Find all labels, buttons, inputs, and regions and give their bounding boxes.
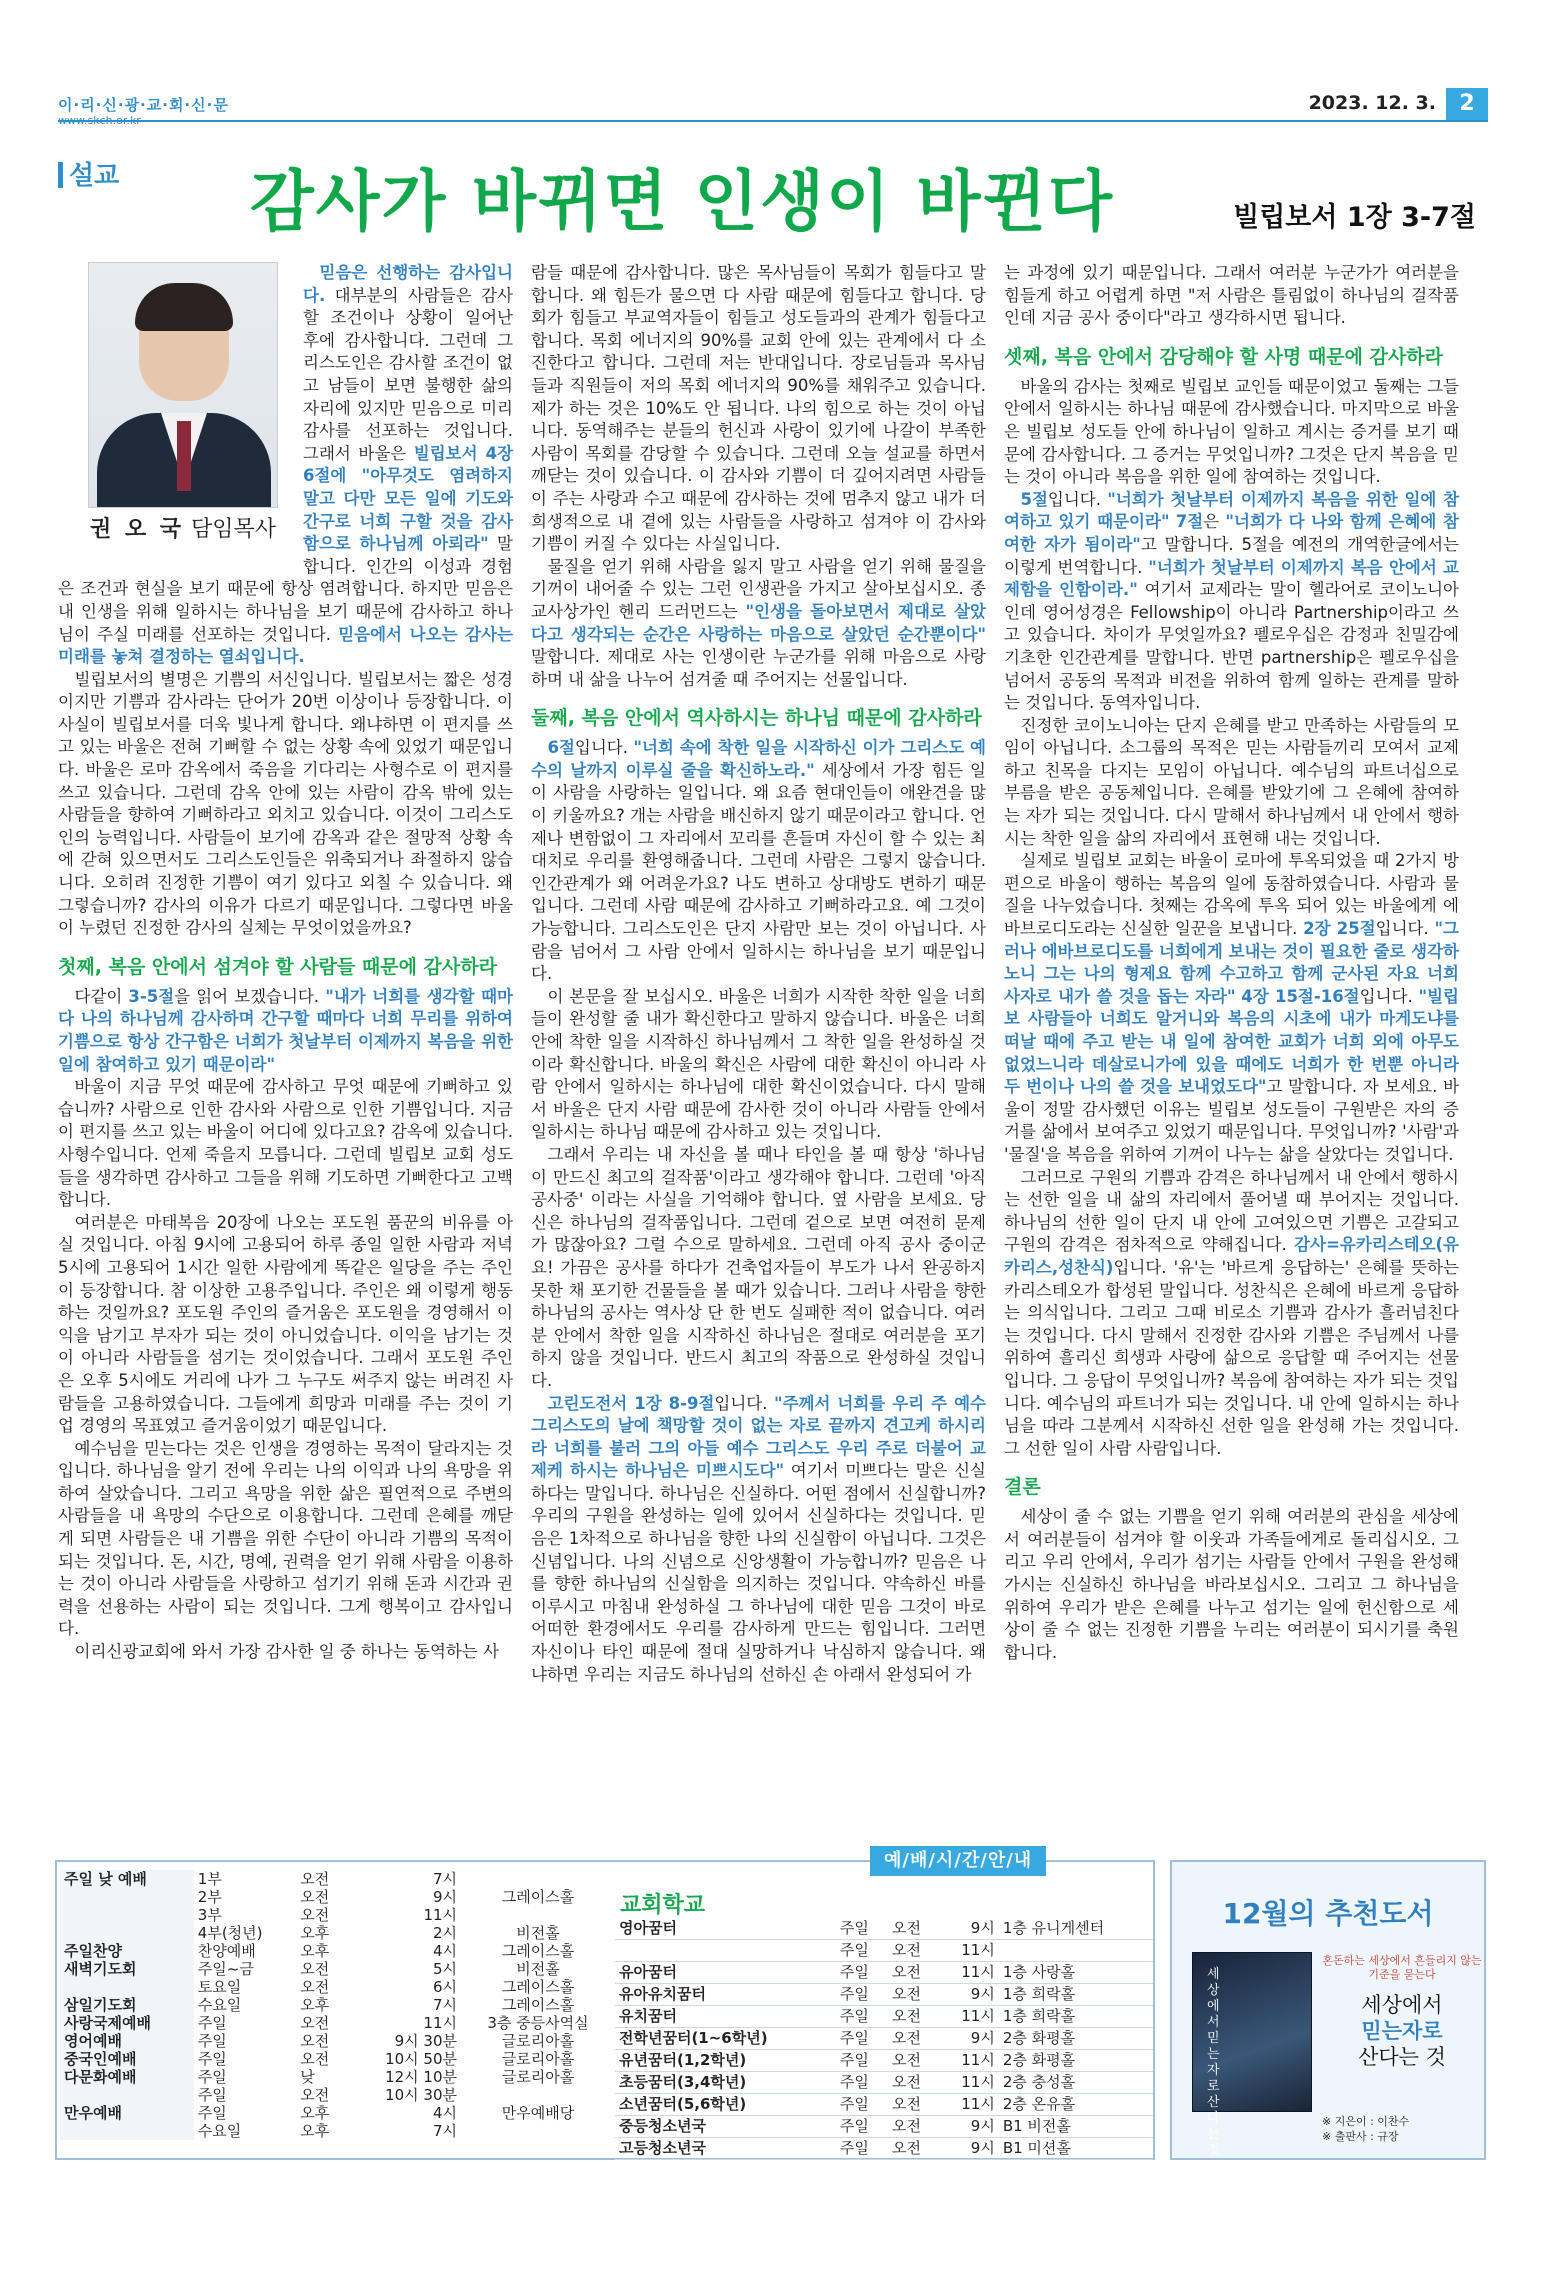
schedule-time: 12시 10분 [385, 2068, 458, 2086]
section-label-text: 설교 [69, 161, 120, 191]
paragraph [1004, 489, 1459, 715]
schedule-ampm: 오전 [300, 1978, 330, 1996]
book-title-line: 세상에서 [1361, 1993, 1443, 2017]
schedule-category [60, 1888, 194, 1906]
body-text: 입니다. [574, 738, 634, 758]
schedule-category: 주일 낮 예배 [60, 1870, 194, 1888]
school-place: 2층 온유홀 [999, 2094, 1153, 2116]
school-department: 유년꿈터(1,2학년) [615, 2050, 836, 2072]
church-school-title: 교회학교 [620, 1893, 706, 1918]
paragraph: 빌립보서의 별명은 기쁨의 서신입니다. 빌립보서는 짧은 성경이지만 기쁨과 감사라는 단어가 20번 이상이나 등장합니다. 이 사실이 빌립보서를 더욱 빛나게 합니다. 왜냐하면 이 편지를 쓰고 있는 바울은 전혀 기뻐할 수 없는 상황 속에 있었기 때문입니다. 바울은 로마 감옥에서 죽음을 기다리는 사형수로 이 편지를 쓰고 있습니다. 그런데 감옥 안에 있는 사람이 감옥 밖에 있는 사람들을 향하여 기뻐하라고 외치고 있습니다. 이것이 그리스도인의 능력입니다. 사람들이 보기에 감옥과 같은 절망적 상황 속에 갇혀 있으면서도 그리스도인들은 위축되거나 좌절하지 않습니다. 오히려 진정한 기쁨이 여기 있다고 외칠 수 있습니다. 왜 그렇습니까? 감사의 이유가 다르기 때문입니다. 그렇다면 바울이 누렸던 진정한 감사의 실체는 무엇이었을까요? [58, 669, 513, 938]
schedule-service: 주일 [197, 2068, 227, 2086]
school-ampm: 오전 [888, 2094, 940, 2116]
school-day: 주일 [836, 2072, 888, 2094]
verse-ref: 5절 [1020, 489, 1048, 509]
table-row [60, 1924, 615, 1942]
schedule-service: 1부 [197, 1870, 222, 1888]
school-department: 유아유치꿈터 [615, 1984, 836, 2006]
emphasis-text: 믿음에서 나오는 감사는 미래를 놓쳐 결정하는 열쇠입니다. [58, 624, 513, 667]
school-place: B1 비전홀 [999, 2116, 1153, 2138]
body-text: 말합니다. 제대로 사는 인생이란 누군가를 위해 마음으로 사랑하며 내 삶을 나누어 섬겨줄 때 주어지는 선물입니다. [531, 647, 986, 689]
schedule-category [60, 2086, 194, 2104]
schedule-place: 비전홀 [516, 1960, 560, 1978]
schedule-time: 7시 [432, 2122, 458, 2140]
schedule-place: 그레이스홀 [501, 1888, 575, 1906]
verse-ref: 3-5절 [128, 986, 175, 1006]
school-place: 2층 충성홀 [999, 2072, 1153, 2094]
issue-date: 2023. 12. 3. [1308, 92, 1436, 114]
school-day: 주일 [836, 2050, 888, 2072]
verse-ref: 고린도전서 1장 8-9절 [547, 1393, 715, 1413]
schedule-ampm: 오전 [300, 1870, 330, 1888]
table-row [615, 2072, 1153, 2094]
body-text: 대부분의 사람들은 감사할 조건이나 상황이 일어난 후에 감사합니다. 그런데 그리스도인은 감사할 조건이 없고 남들이 보면 불행한 삶의 자리에 있지만 믿음으로 미리 감사를 선포하는 것입니다. 그래서 바울은 [303, 285, 513, 463]
quote: "인생을 돌아보면서 제대로 살았다고 생각되는 순간은 사랑하는 마음으로 살았던 순간뿐이다" [531, 601, 986, 644]
school-time: 9시 [940, 1984, 999, 2006]
school-ampm: 오전 [888, 2138, 940, 2160]
school-department: 소년꿈터(5,6학년) [615, 2094, 836, 2116]
schedule-service: 주일 [197, 2086, 227, 2104]
book-title-line: 믿는자로 [1361, 2019, 1443, 2043]
table-row [60, 1996, 615, 2014]
schedule-time: 5시 [432, 1960, 458, 1978]
school-department: 고등청소년국 [615, 2138, 836, 2160]
school-department [615, 1940, 836, 1962]
subheading-second: 둘째, 복음 안에서 역사하시는 하나님 때문에 감사하라 [531, 707, 982, 730]
school-department: 중등청소년국 [615, 2116, 836, 2138]
paragraph [531, 556, 986, 692]
verse-ref: 7절 [1175, 512, 1204, 532]
body-text: 세상에서 가장 힘든 일이 사람을 사랑하는 일입니다. 왜 요즘 현대인들이 애완견을 많이 키울까요? 개는 사람을 배신하지 않기 때문이라고 합니다. 언제나 변함없이 그 자리에서 꼬리를 흔들며 자신이 할 수 있는 최대치로 우리를 환영해줍니다. 그런데 사람은 그렇지 않습니다. 인간관계가 왜 어려운가요? 나도 변하고 상대방도 변하기 때문입니다. 그런데 사람 때문에 감사하고 기뻐하라고요. 예 그것이 가능합니다. 그리스도인은 단지 사람만 보는 것이 아닙니다. 사람을 넘어서 그 사람 안에서 일하시는 하나님을 보기 때문입니다. [531, 760, 986, 984]
schedule-time: 11시 [423, 1906, 458, 1924]
schedule-ampm: 오전 [300, 2014, 330, 2032]
schedule-ampm: 오후 [300, 1942, 330, 1960]
paragraph: 이리신광교회에 와서 가장 감사한 일 중 하나는 동역하는 사 [74, 1642, 499, 1662]
paragraph: 예수님을 믿는다는 것은 인생을 경영하는 목적이 달라지는 것입니다. 하나님을 알기 전에 우리는 나의 이익과 나의 욕망을 위하여 살았습니다. 그리고 욕망을 위한 삶은 필연적으로 주변의 사람들을 내 욕망의 수단으로 이용합니다. 그런데 은혜를 깨닫게 되면 사람들은 내 기쁨을 위한 수단이 아니라 기쁨의 목적이 되는 것입니다. 돈, 시간, 명예, 권력을 얻기 위해 사람을 이용하는 것이 아니라 사람들을 사랑하고 섬기기 위해 돈과 시간과 권력을 선용하는 사람이 되는 것입니다. 그게 행복이고 감사입니다. [58, 1438, 513, 1639]
book-tagline: 혼돈하는 세상에서 흔들리지 않는 기준을 묻는다 [1322, 1954, 1482, 1981]
body-text: 입니다. [714, 1393, 774, 1413]
school-ampm: 오전 [888, 1984, 940, 2006]
school-ampm: 오전 [888, 1962, 940, 1984]
schedule-ampm: 오후 [300, 2122, 330, 2140]
schedule-category: 새벽기도회 [60, 1960, 194, 1978]
table-row [60, 2068, 615, 2086]
schedule-service: 4부(청년) [197, 1924, 263, 1942]
scripture-quote: "그러나 에바브로디도를 너희에게 보내는 것이 필요한 줄로 생각하노니 그는 나의 형제요 함께 수고하고 함께 군사된 자요 너희 사자로 내가 쓸 것을 돕는 자라" [1004, 919, 1459, 1006]
table-row [615, 2028, 1153, 2050]
school-day: 주일 [836, 1984, 888, 2006]
newspaper-name: 이·리·신·광·교·회·신·문 [58, 96, 229, 114]
schedule-place: 비전홀 [516, 1924, 560, 1942]
schedule-ampm: 오전 [300, 2032, 330, 2050]
school-ampm: 오전 [888, 1940, 940, 1962]
schedule-place: 3층 중등사역실 [487, 2014, 589, 2032]
schedule-ampm: 오전 [300, 1906, 330, 1924]
page-number: 2 [1446, 88, 1488, 120]
schedule-service: 수요일 [197, 1996, 242, 2014]
table-row [60, 2086, 615, 2104]
school-time: 11시 [940, 2072, 999, 2094]
scripture-quote: 빌립보서 4장 6절에 "아무것도 염려하지 말고 다만 모든 일에 기도와 간구로 너희 구할 것을 감사함으로 하나님께 아뢰라" [303, 443, 514, 554]
book-publisher: ※ 출판사 : 규장 [1322, 2130, 1399, 2143]
paragraph: 는 과정에 있기 때문입니다. 그래서 여러분 누군가가 여러분을 힘들게 하고 어렵게 하면 "저 사람은 틀림없이 하나님의 걸작품인데 지금 공사 중이다"라고 생각하시면 됩니다. [1004, 263, 1459, 328]
worship-schedule-table [60, 1870, 615, 2140]
schedule-time: 10시 50분 [385, 2050, 458, 2068]
school-time: 9시 [940, 2138, 999, 2160]
book-meta [1322, 2114, 1409, 2144]
body-text: 은 [1203, 512, 1226, 532]
schedule-time: 9시 [432, 1888, 458, 1906]
school-place: 2층 화평홀 [999, 2028, 1153, 2050]
school-time: 11시 [940, 1940, 999, 1962]
scripture-quote: "내가 너희를 생각할 때마다 나의 하나님께 감사하며 간구할 때마다 너희 무리를 위하여 기쁨으로 항상 간구함은 너희가 첫날부터 이제까지 복음을 위한 일에 참여하고 있기 때문이라" [58, 986, 513, 1074]
church-school-body [615, 1918, 1153, 2160]
book-heading: 12월의 추천도서 [1222, 1897, 1434, 1930]
paragraph: 그래서 우리는 내 자신을 볼 때나 타인을 볼 때 항상 '하나님이 만드신 최고의 걸작품'이라고 생각해야 합니다. 그런데 '아직 공사중' 이라는 사실을 기억해야 합니다. 옆 사람을 보세요. 당신은 하나님의 걸작품입니다. 그런데 겉으로 보면 여전히 문제가 많잖아요? 그럴 수으로 말하세요. 그런데 아직 공사 중이군요! 가끔은 공사를 하다가 건축업자들이 부도가 나서 완공하지 못한 채 포기한 건물들을 볼 때가 있습니다. 그러나 사람을 향한 하나님의 공사는 역사상 단 한 번도 실패한 적이 없습니다. 여러분 안에서 착한 일을 시작하신 하나님은 절대로 여러분을 포기하지 않을 것입니다. 반드시 최고의 작품으로 완성하실 것입니다. [531, 1144, 986, 1390]
school-day: 주일 [836, 2138, 888, 2160]
table-row [60, 1888, 615, 1906]
verse-ref: 4장 15절-16절 [1241, 986, 1360, 1006]
school-day: 주일 [836, 1918, 888, 1940]
schedule-service: 주일 [197, 2104, 227, 2122]
verse-ref: 2장 25절 [1303, 919, 1376, 939]
school-place: 1층 희락홀 [999, 1984, 1153, 2006]
schedule-place: 만우예배당 [501, 2104, 575, 2122]
schedule-time: 2시 [432, 1924, 458, 1942]
school-place [999, 1940, 1153, 1962]
schedule-category: 중국인예배 [60, 2050, 194, 2068]
table-row [60, 2050, 615, 2068]
schedule-place: 그레이스홀 [501, 1996, 575, 2014]
school-place: 1층 유니게센터 [999, 1918, 1153, 1940]
schedule-time: 11시 [423, 2014, 458, 2032]
table-row [615, 1918, 1153, 1940]
school-day: 주일 [836, 2094, 888, 2116]
scripture-quote: "너희가 첫날부터 이제까지 복음 안에서 교제함을 인함이라." [1004, 557, 1459, 600]
school-time: 11시 [940, 1962, 999, 1984]
pastor-name: 권 오 국 [89, 517, 185, 542]
schedule-place: 글로리아홀 [501, 2050, 575, 2068]
sermon-title: 감사가 바뀌면 인생이 바뀐다 [250, 163, 1115, 240]
book-title-line: 산다는 것 [1358, 2045, 1446, 2069]
school-ampm: 오전 [888, 2072, 940, 2094]
table-row [615, 2138, 1153, 2160]
school-day: 주일 [836, 2028, 888, 2050]
schedule-time: 9시 30분 [394, 2032, 458, 2050]
schedule-place [461, 1870, 615, 1888]
body-text: 여기서 미쁘다는 말은 신실하다는 말입니다. 하나님은 신실하다. 어떤 점에서 신실합니까? 우리의 구원을 완성하는 일에 있어서 신실하다는 것입니다. 믿음은 1차적으로 하나님을 향한 나의 신실함이 아닙니다. 그것은 신념입니다. 나의 신념으로 신앙생활이 가능합니까? 믿음은 나를 향한 하나님의 신실함을 의지하는 것입니다. 약속하신 바를 이루시고 마침내 완성하실 그 하나님에 대한 믿음 그것이 바로 어떠한 환경에서도 우리를 감사하게 만드는 힘입니다. 그러면 자신이나 타인 때문에 절대 실망하거나 낙심하지 않습니다. 왜냐하면 우리는 지금도 하나님의 선하신 손 아래서 완성되어 가 [531, 1461, 986, 1684]
table-row [60, 1960, 615, 1978]
table-row [60, 1870, 615, 1888]
school-time: 9시 [940, 1918, 999, 1940]
table-row [615, 1962, 1153, 1984]
schedule-ampm: 오후 [300, 2104, 330, 2122]
lead-text: 믿음은 선행하는 감사입니다. [303, 263, 513, 305]
paragraph [58, 986, 513, 1076]
scripture-quote: "빌립보 사람들아 너희도 알거니와 복음의 시초에 내가 마게도냐를 떠날 때에 주고 받는 내 일에 참여한 교회가 너희 외에 아무도 없었느니라 데살로니가에 있을 때에도 너희가 한 번뿐 아니라 두 번이나 나의 쓸 것을 보내었도다" [1004, 986, 1459, 1097]
school-day: 주일 [836, 2006, 888, 2028]
table-row [615, 2116, 1153, 2138]
scripture-quote: "너희 속에 착한 일을 시작하신 이가 그리스도 예수의 날까지 이루실 줄을 확신하노라." [531, 738, 986, 780]
schedule-category: 주일찬양 [60, 1942, 194, 1960]
paragraph: 바울이 지금 무엇 때문에 감사하고 무엇 때문에 기뻐하고 있습니까? 사람으로 인한 감사와 사람으로 인한 기쁨입니다. 지금 이 편지를 쓰고 있는 바울이 어디에 있다고요? 감옥에 있습니다. 사형수입니다. 언제 죽을지 모릅니다. 그런데 빌립보 교회 성도들을 생각하면 감사하고 그들을 위해 기도하면 기뻐한다고 고백합니다. [58, 1077, 513, 1210]
school-day: 주일 [836, 1940, 888, 1962]
school-ampm: 오전 [888, 2050, 940, 2072]
scripture-quote: "주께서 너희를 우리 주 예수 그리스도의 날에 책망할 것이 없는 자로 끝까지 견고케 하시리라 너희를 불러 그의 아들 예수 그리스도 우리 주로 더불어 교제케 하시는 하나님은 미쁘시도다" [531, 1393, 987, 1481]
subheading-conclusion: 결론 [1004, 1476, 1041, 1499]
book-author: ※ 지은이 : 이찬수 [1322, 2115, 1410, 2128]
schedule-category [60, 2122, 194, 2140]
table-row [60, 2122, 615, 2140]
schedule-time: 4시 [432, 1942, 458, 1960]
schedule-category [60, 1924, 194, 1942]
table-row [60, 1978, 615, 1996]
subheading-third: 셋째, 복음 안에서 감당해야 할 사명 때문에 감사하라 [1004, 345, 1443, 368]
table-row [615, 2050, 1153, 2072]
school-place: 1층 사랑홀 [999, 1962, 1153, 1984]
schedule-time: 7시 [432, 1870, 458, 1888]
schedule-service: 찬양예배 [197, 1942, 256, 1960]
table-row [615, 1940, 1153, 1962]
church-school-table [615, 1918, 1153, 2160]
school-department: 유아꿈터 [615, 1962, 836, 1984]
book-cover [1192, 1952, 1312, 2158]
schedule-service: 주일~금 [197, 1960, 254, 1978]
schedule-place: 글로리아홀 [501, 2068, 575, 2086]
schedule-time: 6시 [432, 1978, 458, 1996]
subheading-first: 첫째, 복음 안에서 섬겨야 할 사람들 때문에 감사하라 [58, 955, 497, 978]
school-department: 전학년꿈터(1~6학년) [615, 2028, 836, 2050]
table-row [615, 1984, 1153, 2006]
article-column-2 [531, 262, 986, 1686]
school-ampm: 오전 [888, 2006, 940, 2028]
schedule-place: 글로리아홀 [501, 2032, 575, 2050]
school-time: 9시 [940, 2116, 999, 2138]
schedule-place [461, 2086, 615, 2104]
school-time: 11시 [940, 2094, 999, 2116]
section-bar-icon [58, 162, 63, 188]
table-row [615, 2094, 1153, 2116]
paragraph [531, 1393, 986, 1687]
paragraph: 세상이 줄 수 없는 기쁨을 얻기 위해 여러분의 관심을 세상에서 여러분들이 섬겨야 할 이웃과 가족들에게로 돌리십시오. 그리고 우리 안에서, 우리가 섬기는 사람들 안에서 구원을 완성해 가시는 신실하신 하나님을 바라보십시오. 그리고 그 하나님을 위하여 우리가 받은 은혜를 나누고 섬기는 일에 헌신함으로 세상이 줄 수 없는 진정한 기쁨을 누리는 여러분이 되시기를 축원합니다. [1004, 1507, 1459, 1662]
paragraph: 람들 때문에 감사합니다. 많은 목사님들이 목회가 힘들다고 말합니다. 왜 힘든가 물으면 다 사람 때문에 힘들다고 합니다. 당회가 힘들고 부교역자들이 힘들고 성도들과의 관계가 힘들다고 합니다. 목회 에너지의 90%를 교회 안에 있는 관계에서 다 소진한다고 합니다. 그런데 저는 반대입니다. 장로님들과 목사님들과 직원들이 저의 목회 에너지의 90%를 채워주고 있습니다. 제가 하는 것은 10%도 안 됩니다. 나의 힘으로 하는 것이 아닙니다. 동역해주는 분들의 헌신과 사랑이 있기에 나갈이 부족한 사람이 목회를 감당할 수 있습니다. 그런데 오늘 설교를 하면서 깨닫는 것이 있습니다. 이 감사와 기쁨이 더 깊어지려면 사람들이 주는 사랑과 수고 때문에 감사하는 것에 멈추지 않고 내가 더 희생적으로 내 곁에 있는 사람들을 사랑하고 섬겨야 이 감사와 기쁨이 커질 수 있다는 사실입니다. [531, 263, 986, 554]
schedule-service: 3부 [197, 1906, 222, 1924]
body-text: 입니다. '유'는 '바르게 응답하는' 은혜를 뜻하는 카리스테오가 합성된 말입니다. 성찬식은 은혜에 바르게 응답하는 의식입니다. 그리고 그때 비로소 기쁨과 감사가 흘러넘친다는 것입니다. 다시 말해서 진정한 감사와 기쁨은 주님께서 나를 위하여 흘리신 희생과 사랑에 삶으로 응답할 때 주어지는 선물입니다. 그 응답이 무엇입니까? 복음에 참여하는 자가 되는 것입니다. 예수님의 파트너가 되는 것입니다. 내 안에 일하시는 하나님을 따라 그분께서 시작하신 선한 일을 완성해 가는 것입니다. 그 선한 일이 사람 사람입니다. [1004, 1257, 1459, 1458]
school-time: 11시 [940, 2050, 999, 2072]
schedule-category [60, 1906, 194, 1924]
schedule-service: 토요일 [197, 1978, 242, 1996]
schedule-category [60, 1978, 194, 1996]
table-row [60, 2014, 615, 2032]
scripture-quote: "너희가 첫날부터 이제까지 복음을 위한 일에 참여하고 있기 때문이라" [1004, 489, 1460, 532]
schedule-time: 4시 [432, 2104, 458, 2122]
table-row [60, 2032, 615, 2050]
schedule-ampm: 오전 [300, 1960, 330, 1978]
body-text: 입니다. [1359, 986, 1419, 1006]
book-recommendation [1170, 1860, 1486, 2160]
schedule-category: 만우예배 [60, 2104, 194, 2122]
masthead [58, 91, 1488, 127]
school-day: 주일 [836, 1962, 888, 1984]
school-ampm: 오전 [888, 2116, 940, 2138]
newspaper-url[interactable]: www.skch.or.kr [58, 114, 141, 127]
paragraph: 진정한 코이노니아는 단지 은혜를 받고 만족하는 사람들의 모임이 아닙니다. 소그룹의 목적은 믿는 사람들끼리 모여서 교제하고 친목을 다지는 모임이 아닙니다. 예수님의 파트너십으로 부름을 받은 공동체입니다. 은혜를 받았기에 그 은혜에 참여하는 자가 되는 것입니다. 다시 말해서 하나님께서 내 안에서 행하시는 착한 일을 삶의 자리에서 표현해 내는 것입니다. [1004, 715, 1459, 848]
schedule-service: 주일 [197, 2032, 227, 2050]
school-time: 11시 [940, 2006, 999, 2028]
school-department: 유치꿈터 [615, 2006, 836, 2028]
schedule-ampm: 오전 [300, 1888, 330, 1906]
table-row [60, 1942, 615, 1960]
schedule-header: 예/배/시/간/안/내 [870, 1846, 1046, 1876]
paragraph: 이 본문을 잘 보십시오. 바울은 너희가 시작한 착한 일을 너희들이 완성할 줄 내가 확신한다고 말하지 않습니다. 바울은 너희 안에 착한 일을 시작하신 하나님께서 그 착한 일을 완성하실 것이라 확신합니다. 바울의 확신은 사람에 대한 확신이 아니라 사람 안에서 일하시는 하나님에 대한 확신이었습니다. 다시 말해서 바울은 단지 사람 때문에 감사한 것이 아니라 사람들 안에서 일하시는 하나님 때문에 감사하고 있는 것입니다. [531, 986, 986, 1142]
schedule-time: 7시 [432, 1996, 458, 2014]
body-text: 입니다. [1375, 919, 1435, 939]
schedule-ampm: 오후 [300, 1924, 330, 1942]
body-text: 그러므로 구원의 기쁨과 감격은 하나님께서 내 안에서 행하시는 선한 일을 내 삶의 자리에서 풀어낼 때 부어지는 것입니다. 하나님의 선한 일이 단지 내 안에 고여있으면 기쁨은 고갈되고 구원의 감격은 점차적으로 약해집니다. [1004, 1167, 1459, 1255]
emphasis-text: 감사=유카리스테오(유카리스,성찬식) [1004, 1235, 1459, 1277]
article-column-3 [1004, 262, 1459, 1664]
schedule-time: 10시 30분 [385, 2086, 458, 2104]
book-cover-text: 세상에서 믿는자로 산다는 것 [1207, 1967, 1220, 2158]
body-text: 실제로 빌립보 교회는 바울이 로마에 투옥되었을 때 2가지 방편으로 바울이 행하는 복음의 일에 동참하였습니다. 사람과 물질을 나누었습니다. 첫째는 감옥에 투옥 되어 있는 바울에게 에바브로디도라는 신실한 일꾼을 보냅니다. [1004, 851, 1459, 939]
article-column-1 [58, 262, 513, 1664]
paragraph: 여러분은 마태복음 20장에 나오는 포도원 품꾼의 비유를 아실 것입니다. 아침 9시에 고용되어 하루 종일 일한 사람과 저녁 5시에 고용되어 1시간 일한 사람에게 똑같은 일당을 주는 주인이 등장합니다. 참 이상한 고용주입니다. 주인은 왜 이렇게 행동하는 것일까요? 포도원 주인의 즐거움은 포도원을 경영해서 이익을 남기고 부자가 되는 것이 아니었습니다. 이익을 남기는 것이 아니라 사람들을 섬기는 것이었습니다. 그래서 포도원 주인은 오후 5시에도 거리에 나가 그 누구도 써주지 않는 버려진 사람들을 고용하였습니다. 그들에게 희망과 미래를 주는 것이 기업 경영의 목표였고 즐거움이었기 때문입니다. [58, 1212, 513, 1436]
scripture-reference: 빌립보서 1장 3-7절 [1233, 202, 1476, 233]
table-row [615, 2006, 1153, 2028]
paragraph [531, 737, 986, 986]
schedule-service: 2부 [197, 1888, 222, 1906]
schedule-ampm: 오전 [300, 2050, 330, 2068]
paragraph [1004, 1167, 1459, 1461]
schedule-place: 그레이스홀 [501, 1978, 575, 1996]
school-ampm: 오전 [888, 2028, 940, 2050]
body-text: 고 말합니다. 자 보세요. 바울이 정말 감사했던 이유는 빌립보 성도들이 구원받은 자의 증거를 삶에서 보여주고 있었기 때문입니다. 무엇입니까? '사람'과 '물질'을 복음을 위하여 기꺼이 나누는 삶을 살았다는 것입니다. [1004, 1077, 1460, 1164]
schedule-service: 주일 [197, 2050, 227, 2068]
schedule-category: 다문화예배 [60, 2068, 194, 2086]
worship-schedule-body [60, 1870, 615, 2140]
school-ampm: 오전 [888, 1918, 940, 1940]
body-text: 다같이 [74, 986, 129, 1006]
schedule-ampm: 낮 [300, 2068, 315, 2086]
school-day: 주일 [836, 2116, 888, 2138]
schedule-ampm: 오후 [300, 1996, 330, 2014]
verse-ref: 6절 [547, 738, 575, 758]
schedule-place [461, 1906, 615, 1924]
pastor-role: 담임목사 [184, 517, 277, 542]
paragraph: 바울의 감사는 첫째로 빌립보 교인들 때문이었고 둘째는 그들 안에서 일하시는 하나님 때문에 감사했습니다. 마지막으로 바울은 빌립보 성도들 안에 하나님이 일하고 계시는 증거를 보기 때문에 감사합니다. 그 증거는 무엇입니까? 그것은 단지 복음을 믿는 것이 아니라 복음을 위한 일에 참여하는 것입니다. [1004, 376, 1459, 487]
section-label [58, 155, 119, 192]
paragraph [1004, 850, 1459, 1166]
body-text: 여기서 교제라는 말이 헬라어로 코이노니아인데 영어성경은 Fellowship이 아니라 Partnership이라고 쓰고 있습니다. 차이가 무엇일까요? 펠로우십은 감정과 친밀감에 기초한 인간관계를 말합니다. 반면 partnership은 펠로우십을 넘어서 공동의 목적과 비전을 위하여 함께 일하는 관계를 말하는 것입니다. 동역자입니다. [1004, 580, 1459, 713]
book-title [1322, 1992, 1482, 2070]
school-department: 영아꿈터 [615, 1918, 836, 1940]
schedule-category: 사랑국제예배 [60, 2014, 194, 2032]
schedule-service: 수요일 [197, 2122, 242, 2140]
scripture-quote: "너희가 다 나와 함께 은혜에 참여한 자가 됨이라" [1004, 512, 1459, 554]
body-text: 물질을 얻기 위해 사람을 잃지 말고 사람을 얻기 위해 물질을 기꺼이 내어줄 수 있는 그런 인생관을 가지고 살아보십시오. 종교사상가인 헨리 드러먼드는 [531, 556, 986, 621]
schedule-service: 주일 [197, 2014, 227, 2032]
school-place: B1 미션홀 [999, 2138, 1153, 2160]
body-text: 을 읽어 보겠습니다. [174, 986, 326, 1006]
schedule-ampm: 오전 [300, 2086, 330, 2104]
schedule-place: 그레이스홀 [501, 1942, 575, 1960]
school-place: 2층 화평홀 [999, 2050, 1153, 2072]
schedule-category: 삼일기도회 [60, 1996, 194, 2014]
table-row [60, 2104, 615, 2122]
body-text: 입니다. [1047, 489, 1108, 509]
body-text: 고 말합니다. 5절을 예전의 개역한글에서는 이렇게 번역합니다. [1004, 534, 1459, 577]
school-place: 1층 희락홀 [999, 2006, 1153, 2028]
table-row [60, 1906, 615, 1924]
schedule-place [461, 2122, 615, 2140]
body-text: 말합니다. 인간의 이성과 경험은 조건과 현실을 보기 때문에 항상 염려합니다. 하지만 믿음은 내 인생을 위해 일하시는 하나님을 보기 때문에 감사하고 하나님이 주실 미래를 선포하는 것입니다. [58, 534, 513, 644]
photo-float-spacer [58, 262, 303, 562]
schedule-category: 영어예배 [60, 2032, 194, 2050]
school-time: 9시 [940, 2028, 999, 2050]
school-department: 초등꿈터(3,4학년) [615, 2072, 836, 2094]
